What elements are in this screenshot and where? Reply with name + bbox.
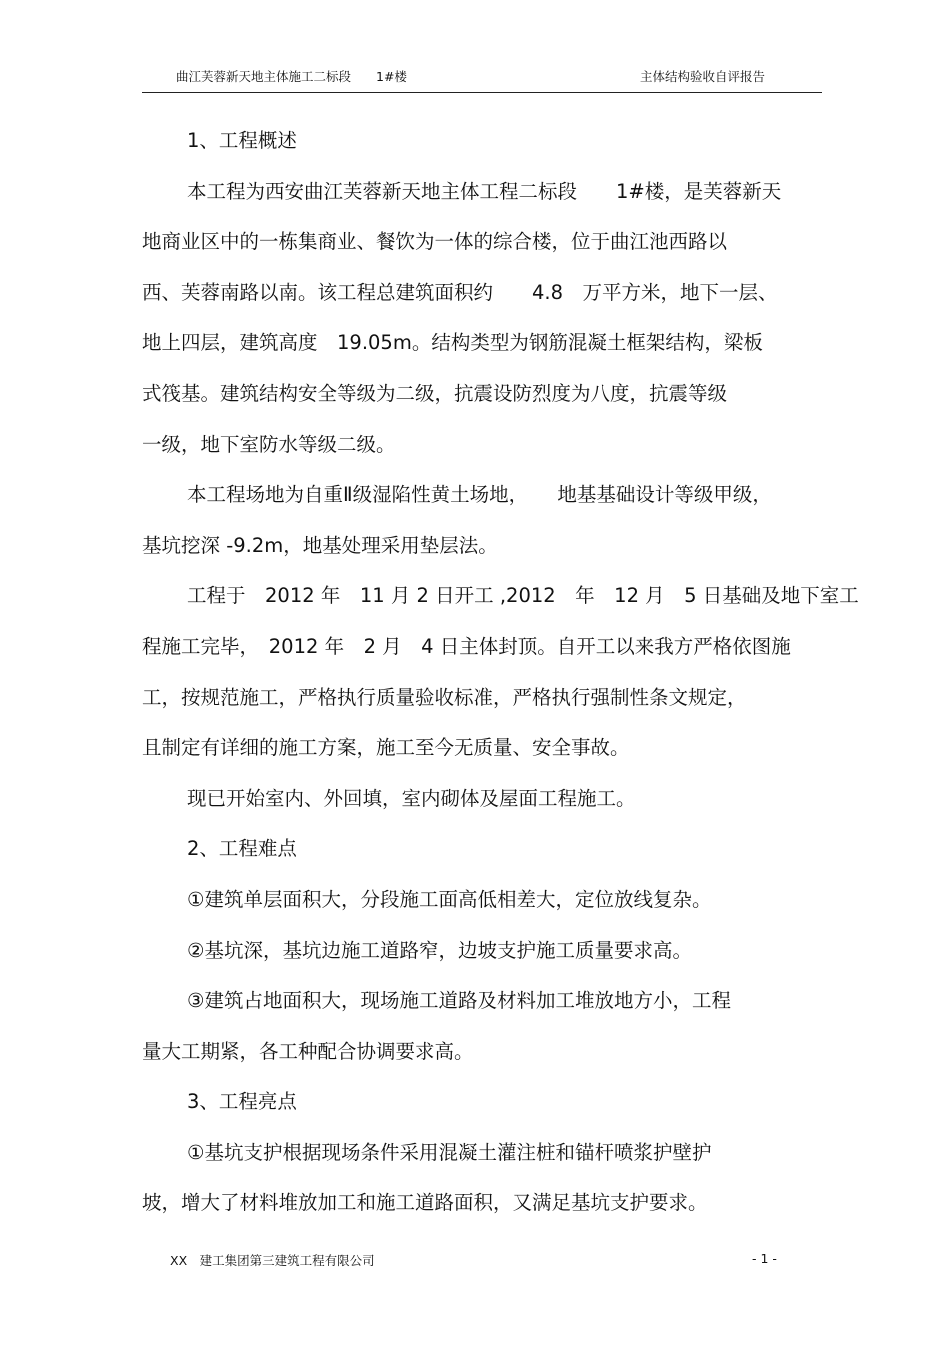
header-report-title: 主体结构验收自评报告 <box>640 69 766 84</box>
paragraph-line: 且制定有详细的施工方案，施工至今无质量、安全事故。 <box>142 736 630 760</box>
paragraph-line: 本工程场地为自重Ⅱ级湿陷性黄土场地， 地基基础设计等级甲级， <box>187 483 772 507</box>
paragraph-line: 一级，地下室防水等级二级。 <box>142 432 396 456</box>
paragraph-line: 现已开始室内、外回填，室内砌体及屋面工程施工。 <box>187 786 636 810</box>
list-item: ③建筑占地面积大，现场施工道路及材料加工堆放地方小，工程 <box>187 989 731 1013</box>
document-body <box>142 116 859 1229</box>
section-heading-highlights: 3、工程亮点 <box>187 1090 297 1114</box>
paragraph-line: 西、芙蓉南路以南。该工程总建筑面积约 4.8 万平方米，地下一层、 <box>142 280 778 304</box>
paragraph-line: 工程于 2012 年 11 月 2 日开工 ,2012 年 12 月 5 日基础及地下室工 <box>187 584 859 608</box>
list-item: ①建筑单层面积大，分段施工面高低相差大，定位放线复杂。 <box>187 887 712 911</box>
footer-company-name: XX 建工集团第三建筑工程有限公司 <box>170 1253 375 1268</box>
list-item-continuation: 坡，增大了材料堆放加工和施工道路面积，又满足基坑支护要求。 <box>142 1191 708 1215</box>
paragraph-line: 程施工完毕， 2012 年 2 月 4 日主体封顶。自开工以来我方严格依图施 <box>142 634 791 658</box>
list-item: ②基坑深，基坑边施工道路窄，边坡支护施工质量要求高。 <box>187 938 692 962</box>
paragraph-line: 地上四层，建筑高度 19.05m。结构类型为钢筋混凝土框架结构，梁板 <box>142 331 763 355</box>
list-item: ①基坑支护根据现场条件采用混凝土灌注桩和锚杆喷浆护壁护 <box>187 1140 712 1164</box>
paragraph-line: 本工程为西安曲江芙蓉新天地主体工程二标段 1#楼，是芙蓉新天 <box>187 179 782 203</box>
section-heading-overview: 1、工程概述 <box>187 129 297 152</box>
section-heading-difficulties: 2、工程难点 <box>187 837 297 861</box>
paragraph-line: 地商业区中的一栋集商业、餐饮为一体的综合楼，位于曲江池西路以 <box>142 230 728 254</box>
page-number: - 1 - <box>752 1251 777 1266</box>
paragraph-line: 基坑挖深 -9.2m，地基处理采用垫层法。 <box>142 533 498 557</box>
header-project-title: 曲江芙蓉新天地主体施工二标段 1#楼 <box>176 69 407 84</box>
header-divider <box>142 92 822 93</box>
paragraph-line: 工，按规范施工，严格执行质量验收标准，严格执行强制性条文规定， <box>142 685 747 709</box>
list-item-continuation: 量大工期紧，各工种配合协调要求高。 <box>142 1039 474 1063</box>
paragraph-line: 式筏基。建筑结构安全等级为二级，抗震设防烈度为八度，抗震等级 <box>142 381 728 405</box>
